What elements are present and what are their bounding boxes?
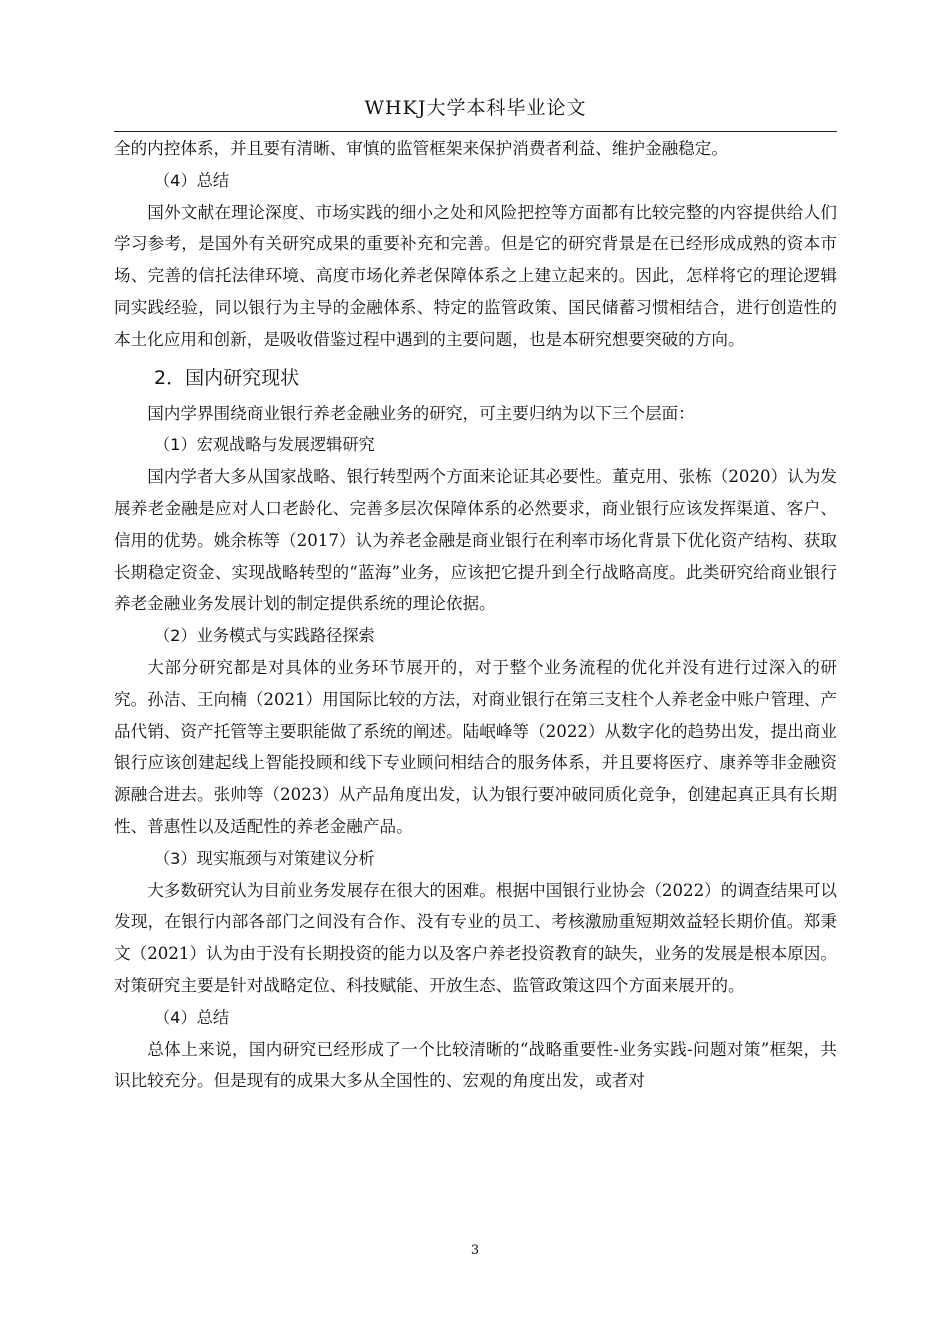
subheading-business-model: （2）业务模式与实践路径探索 [154, 626, 375, 646]
header-rule [114, 131, 837, 132]
page-number: 3 [470, 1243, 480, 1258]
paragraph-macro-strategy: 国内学者大多从国家战略、银行转型两个方面来论证其必要性。董克用、张栋（2020）认为发展养老金融是应对人口老龄化、完善多层次保障体系的必然要求，商业银行应该发挥渠道、客户、信用的优势。姚余栋等（2017）认为养老金融是商业银行在利率市场化背景下优化资产结构、获取长期稳定资金、实现战略转型的“蓝海”业务，应该把它提升到全行战略高度。此类研究给商业银行养老金融业务发展计划的制定提供系统的理论依据。 [114, 467, 837, 614]
paragraph-domestic-intro: 国内学界围绕商业银行养老金融业务的研究，可主要归纳为以下三个层面： [147, 403, 695, 423]
subheading-foreign-summary: （4）总结 [154, 170, 230, 190]
document-body [114, 133, 837, 1097]
section-title-domestic-research: 2．国内研究现状 [154, 366, 300, 389]
subheading-macro-strategy: （1）宏观战略与发展逻辑研究 [154, 435, 375, 455]
subheading-bottlenecks: （3）现实瓶颈与对策建议分析 [154, 848, 375, 868]
paragraph-foreign-summary: 国外文献在理论深度、市场实践的细小之处和风险把控等方面都有比较完整的内容提供给人们学习参考，是国外有关研究成果的重要补充和完善。但是它的研究背景是在已经形成成熟的资本市场、完善的信托法律环境、高度市场化养老保障体系之上建立起来的。因此，怎样将它的理论逻辑同实践经验，同以银行为主导的金融体系、特定的监管政策、国民储蓄习惯相结合，进行创造性的本土化应用和创新，是吸收借鉴过程中遇到的主要问题，也是本研究想要突破的方向。 [114, 202, 837, 349]
paragraph-domestic-summary: 总体上来说，国内研究已经形成了一个比较清晰的“战略重要性-业务实践-问题对策”框架，共识比较充分。但是现有的成果大多从全国性的、宏观的角度出发，或者对 [114, 1039, 837, 1091]
running-header: WHKJ大学本科毕业论文 [364, 97, 587, 119]
paragraph-business-model: 大部分研究都是对具体的业务环节展开的，对于整个业务流程的优化并没有进行过深入的研究。孙洁、王向楠（2021）用国际比较的方法，对商业银行在第三支柱个人养老金中账户管理、产品代销、资产托管等主要职能做了系统的阐述。陆岷峰等（2022）从数字化的趋势出发，提出商业银行应该创建起线上智能投顾和线下专业顾问相结合的服务体系，并且要将医疗、康养等非金融资源融合进去。张帅等（2023）从产品角度出发，认为银行要冲破同质化竞争，创建起真正具有长期性、普惠性以及适配性的养老金融产品。 [114, 657, 837, 836]
subheading-domestic-summary: （4）总结 [154, 1007, 230, 1027]
paragraph-bottlenecks: 大多数研究认为目前业务发展存在很大的困难。根据中国银行业协会（2022）的调查结果可以发现，在银行内部各部门之间没有合作、没有专业的员工、考核激励重短期效益轻长期价值。郑秉文（2021）认为由于没有长期投资的能力以及客户养老投资教育的缺失，业务的发展是根本原因。对策研究主要是针对战略定位、科技赋能、开放生态、监管政策这四个方面来展开的。 [114, 880, 837, 995]
paragraph-continuation: 全的内控体系，并且要有清晰、审慎的监管框架来保护消费者利益、维护金融稳定。 [114, 139, 728, 158]
